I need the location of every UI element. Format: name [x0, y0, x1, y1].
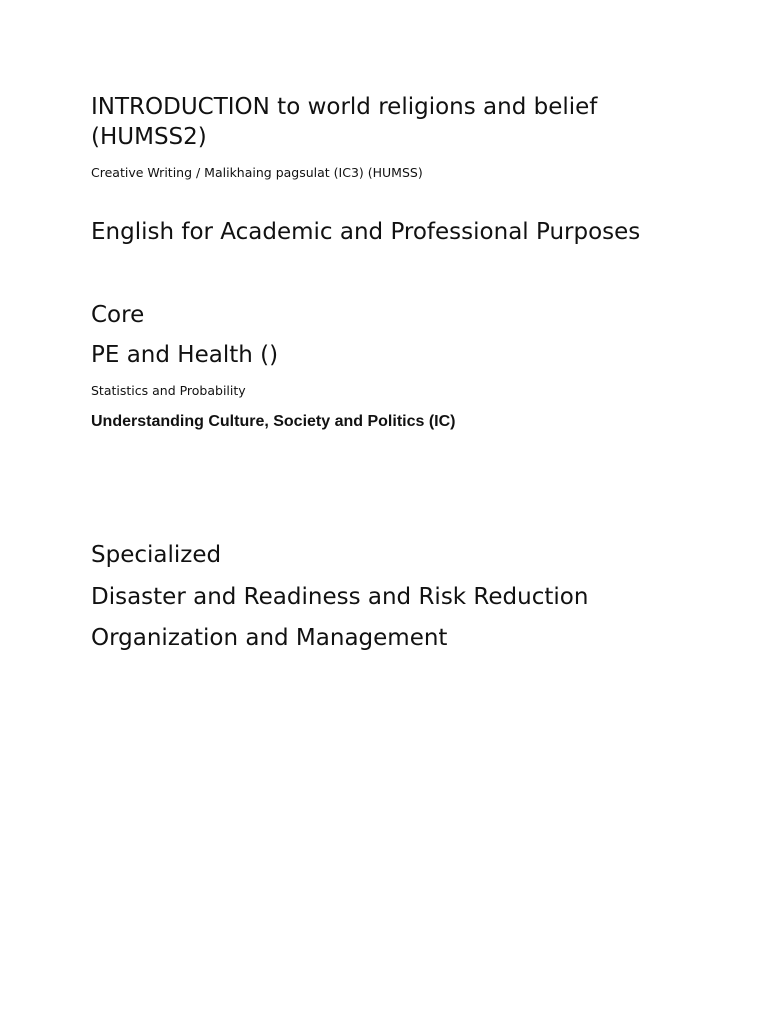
pe-health-text: PE and Health () — [91, 342, 279, 368]
heading-line-2: (HUMSS2) — [91, 124, 207, 150]
specialized-section-title: Specialized — [91, 542, 222, 568]
english-subject-text: English for Academic and Professional Purposes — [91, 219, 641, 245]
ucsp-text: Understanding Culture, Society and Politics (IC) — [91, 413, 456, 430]
creative-writing-text: Creative Writing / Malikhaing pagsulat (IC3) (HUMSS) — [91, 165, 423, 180]
heading-line-1: INTRODUCTION to world religions and belief — [91, 94, 598, 120]
disaster-subject-text: Disaster and Readiness and Risk Reduction — [91, 584, 589, 610]
core-section-title: Core — [91, 302, 145, 328]
org-mgmt-subject-text: Organization and Management — [91, 625, 448, 651]
statistics-text: Statistics and Probability — [91, 383, 246, 398]
